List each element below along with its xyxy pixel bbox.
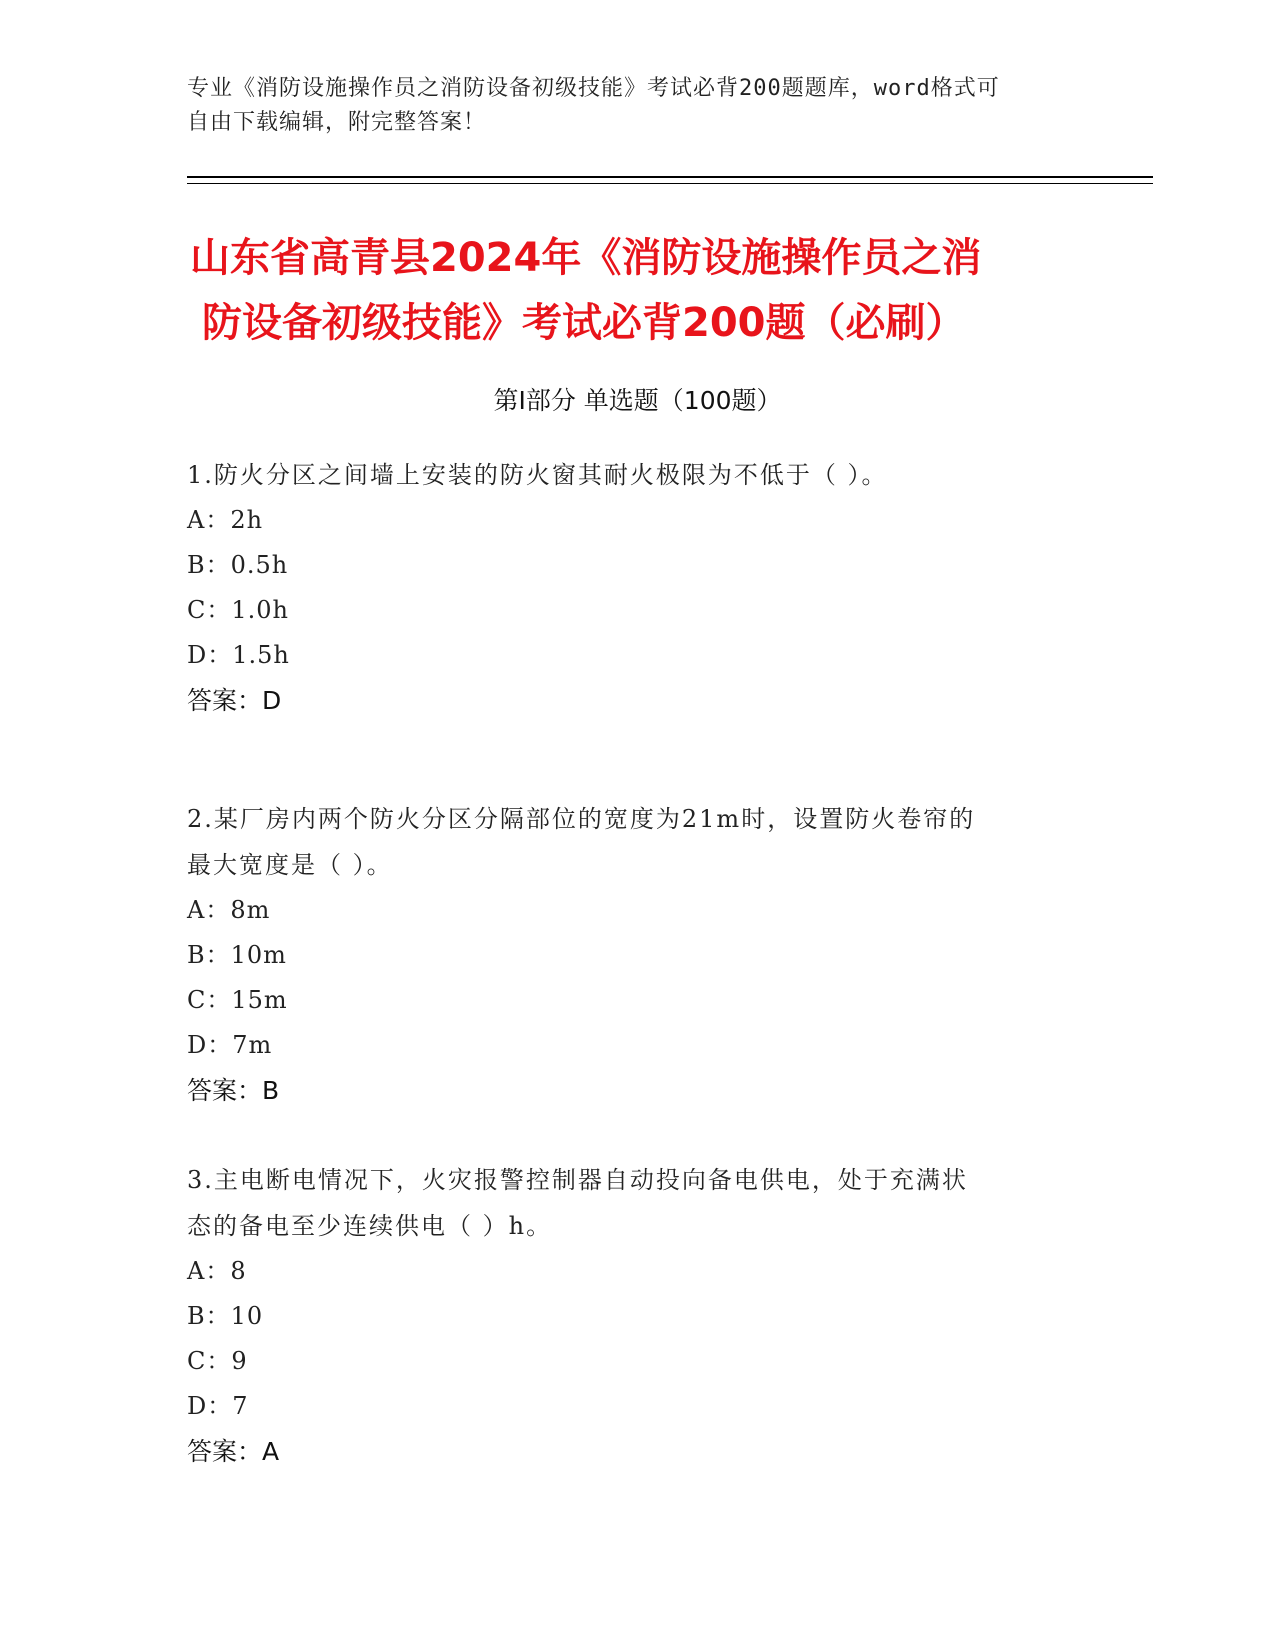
document-title <box>190 226 1090 356</box>
question-3 <box>187 1157 1087 1474</box>
option-d: D：7m <box>187 1031 273 1059</box>
option-b: B：0.5h <box>187 551 289 579</box>
question-stem: 3.主电断电情况下，火灾报警控制器自动投向备电供电，处于充满状 <box>187 1166 968 1194</box>
option-a: A：2h <box>187 506 264 534</box>
document-title-line-2: 防设备初级技能》考试必背200题（必刷） <box>202 300 966 346</box>
answer: 答案：D <box>187 686 282 715</box>
answer: 答案：A <box>187 1437 280 1466</box>
option-a: A：8 <box>187 1257 247 1285</box>
option-b: B：10m <box>187 941 287 969</box>
question-1 <box>187 452 1087 723</box>
question-stem: 2.某厂房内两个防火分区分隔部位的宽度为21m时，设置防火卷帘的 <box>187 805 976 833</box>
header-divider-thick <box>187 176 1153 178</box>
question-stem-continued: 态的备电至少连续供电（ ）h。 <box>187 1212 553 1240</box>
section-heading: 第I部分 单选题（100题） <box>493 386 782 415</box>
header-note <box>187 72 1067 140</box>
option-c: C：15m <box>187 986 288 1014</box>
question-2 <box>187 796 1087 1113</box>
option-c: C：9 <box>187 1347 248 1375</box>
option-d: D：1.5h <box>187 641 290 669</box>
question-stem-continued: 最大宽度是（ ）。 <box>187 851 393 879</box>
header-divider-thin <box>187 183 1153 184</box>
option-b: B：10 <box>187 1302 264 1330</box>
header-note-line-2: 自由下载编辑，附完整答案！ <box>187 110 487 135</box>
answer: 答案：B <box>187 1076 280 1105</box>
header-note-line-1: 专业《消防设施操作员之消防设备初级技能》考试必背200题题库，word格式可 <box>187 76 1000 101</box>
option-c: C：1.0h <box>187 596 289 624</box>
option-d: D：7 <box>187 1392 249 1420</box>
option-a: A：8m <box>187 896 271 924</box>
question-stem: 1.防火分区之间墙上安装的防火窗其耐火极限为不低于（ ）。 <box>187 461 888 489</box>
document-title-line-1: 山东省高青县2024年《消防设施操作员之消 <box>190 235 982 281</box>
